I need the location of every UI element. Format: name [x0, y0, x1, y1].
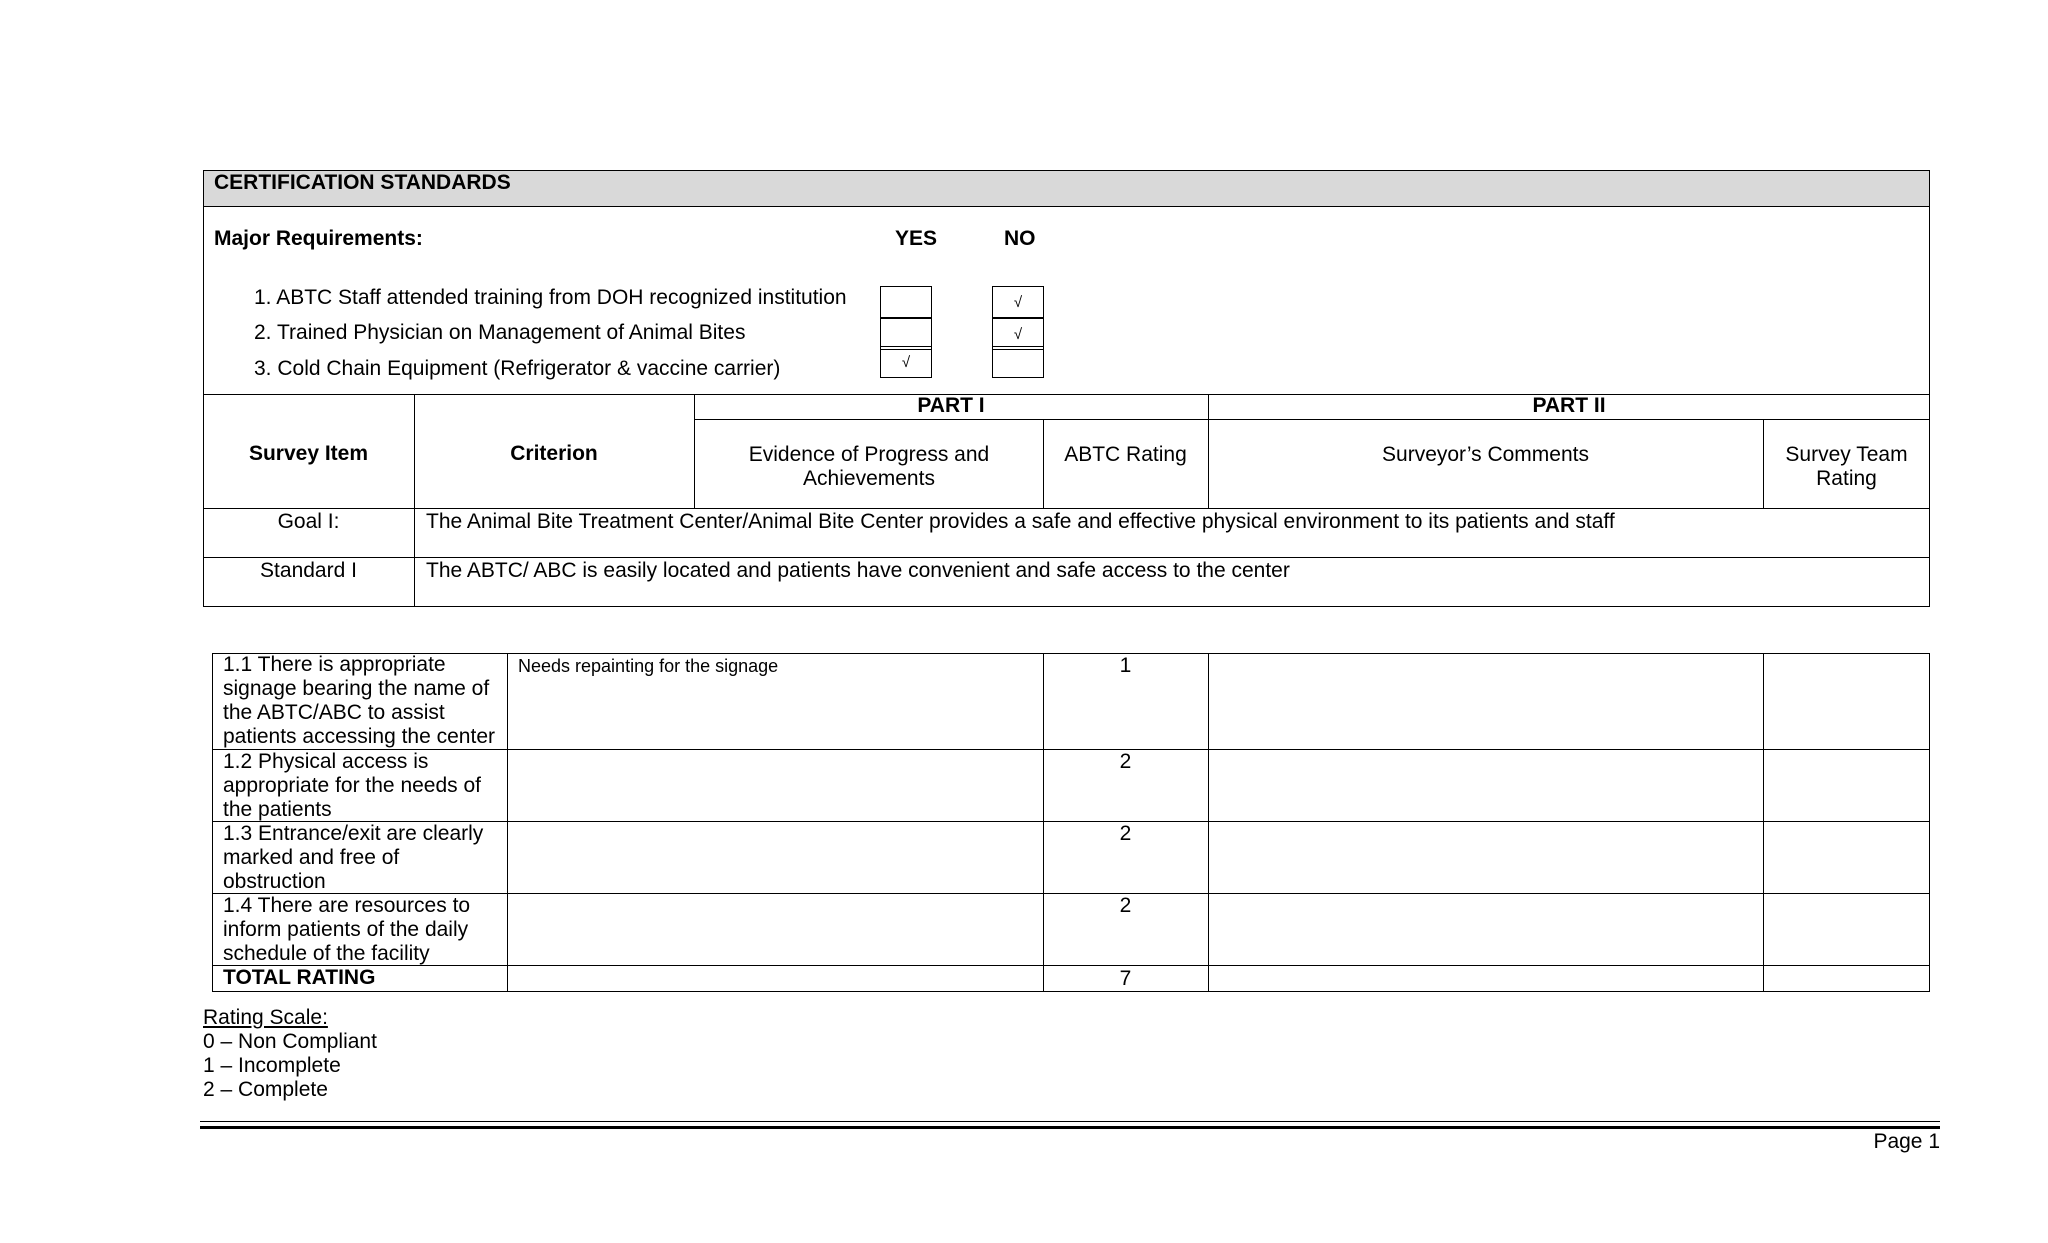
abtc-rating-cell[interactable]: 2: [1119, 894, 1132, 917]
page-number: Page 1: [1873, 1130, 1940, 1153]
rating-scale-item: 0 – Non Compliant: [203, 1030, 377, 1053]
survey-team-rating-header: Survey Team Rating: [1785, 443, 1908, 490]
grid-line: [203, 557, 1930, 558]
evidence-header: Evidence of Progress and Achievements: [748, 443, 990, 490]
yes-label: YES: [895, 227, 938, 250]
yes-checkbox[interactable]: [880, 286, 932, 318]
grid-line: [1208, 653, 1209, 992]
major-requirements-label: Major Requirements:: [214, 227, 423, 250]
part1-header: PART I: [917, 394, 985, 417]
abtc-rating-cell[interactable]: 1: [1119, 654, 1132, 677]
rating-scale-title: Rating Scale:: [203, 1006, 328, 1029]
survey-item-cell: 1.3 Entrance/exit are clearly marked and free of obstruction: [223, 822, 484, 893]
requirement-item: 3. Cold Chain Equipment (Refrigerator & vaccine carrier): [254, 357, 781, 380]
requirement-item: 1. ABTC Staff attended training from DOH recognized institution: [254, 286, 847, 309]
certification-title: CERTIFICATION STANDARDS: [214, 171, 511, 194]
surveyor-comments-header: Surveyor’s Comments: [1382, 443, 1589, 466]
survey-item-cell: 1.2 Physical access is appropriate for the needs of the patients: [223, 750, 482, 821]
standard-text: The ABTC/ ABC is easily located and patients have convenient and safe access to the center: [426, 559, 1290, 582]
survey-item-cell: 1.1 There is appropriate signage bearing the name of the ABTC/ABC to assist patients accessing the center: [223, 653, 495, 748]
total-rating-label: TOTAL RATING: [223, 966, 376, 989]
rating-scale-item: 1 – Incomplete: [203, 1054, 341, 1077]
part2-header: PART II: [1532, 394, 1606, 417]
grid-line: [414, 394, 415, 607]
goal-label: Goal I:: [277, 510, 340, 533]
grid-line: [694, 419, 1930, 420]
standard-label: Standard I: [260, 559, 357, 582]
requirement-item: 2. Trained Physician on Management of Animal Bites: [254, 321, 746, 344]
total-rating-value: 7: [1119, 967, 1132, 990]
footer-rule: [200, 1121, 1940, 1122]
no-label: NO: [1004, 227, 1036, 250]
grid-line: [1763, 419, 1764, 508]
abtc-rating-cell[interactable]: 2: [1119, 822, 1132, 845]
no-checkbox[interactable]: √: [992, 286, 1044, 318]
survey-item-cell: 1.4 There are resources to inform patients of the daily schedule of the facility: [223, 894, 471, 965]
grid-line: [1763, 653, 1764, 992]
criterion-header: Criterion: [510, 442, 598, 465]
grid-line: [507, 653, 508, 992]
abtc-rating-cell[interactable]: 2: [1119, 750, 1132, 773]
certification-box: [203, 170, 1930, 607]
grid-line: [203, 508, 1930, 509]
abtc-rating-header: ABTC Rating: [1064, 443, 1187, 466]
yes-checkbox[interactable]: √: [880, 346, 932, 378]
survey-item-header: Survey Item: [248, 442, 369, 465]
rating-scale-item: 2 – Complete: [203, 1078, 328, 1101]
no-checkbox[interactable]: [992, 346, 1044, 378]
footer-rule: [200, 1126, 1940, 1129]
evidence-cell[interactable]: Needs repainting for the signage: [518, 656, 779, 676]
no-checkbox[interactable]: √: [992, 318, 1044, 350]
goal-text: The Animal Bite Treatment Center/Animal Bite Center provides a safe and effective physical environment to its patients and staff: [426, 510, 1615, 533]
